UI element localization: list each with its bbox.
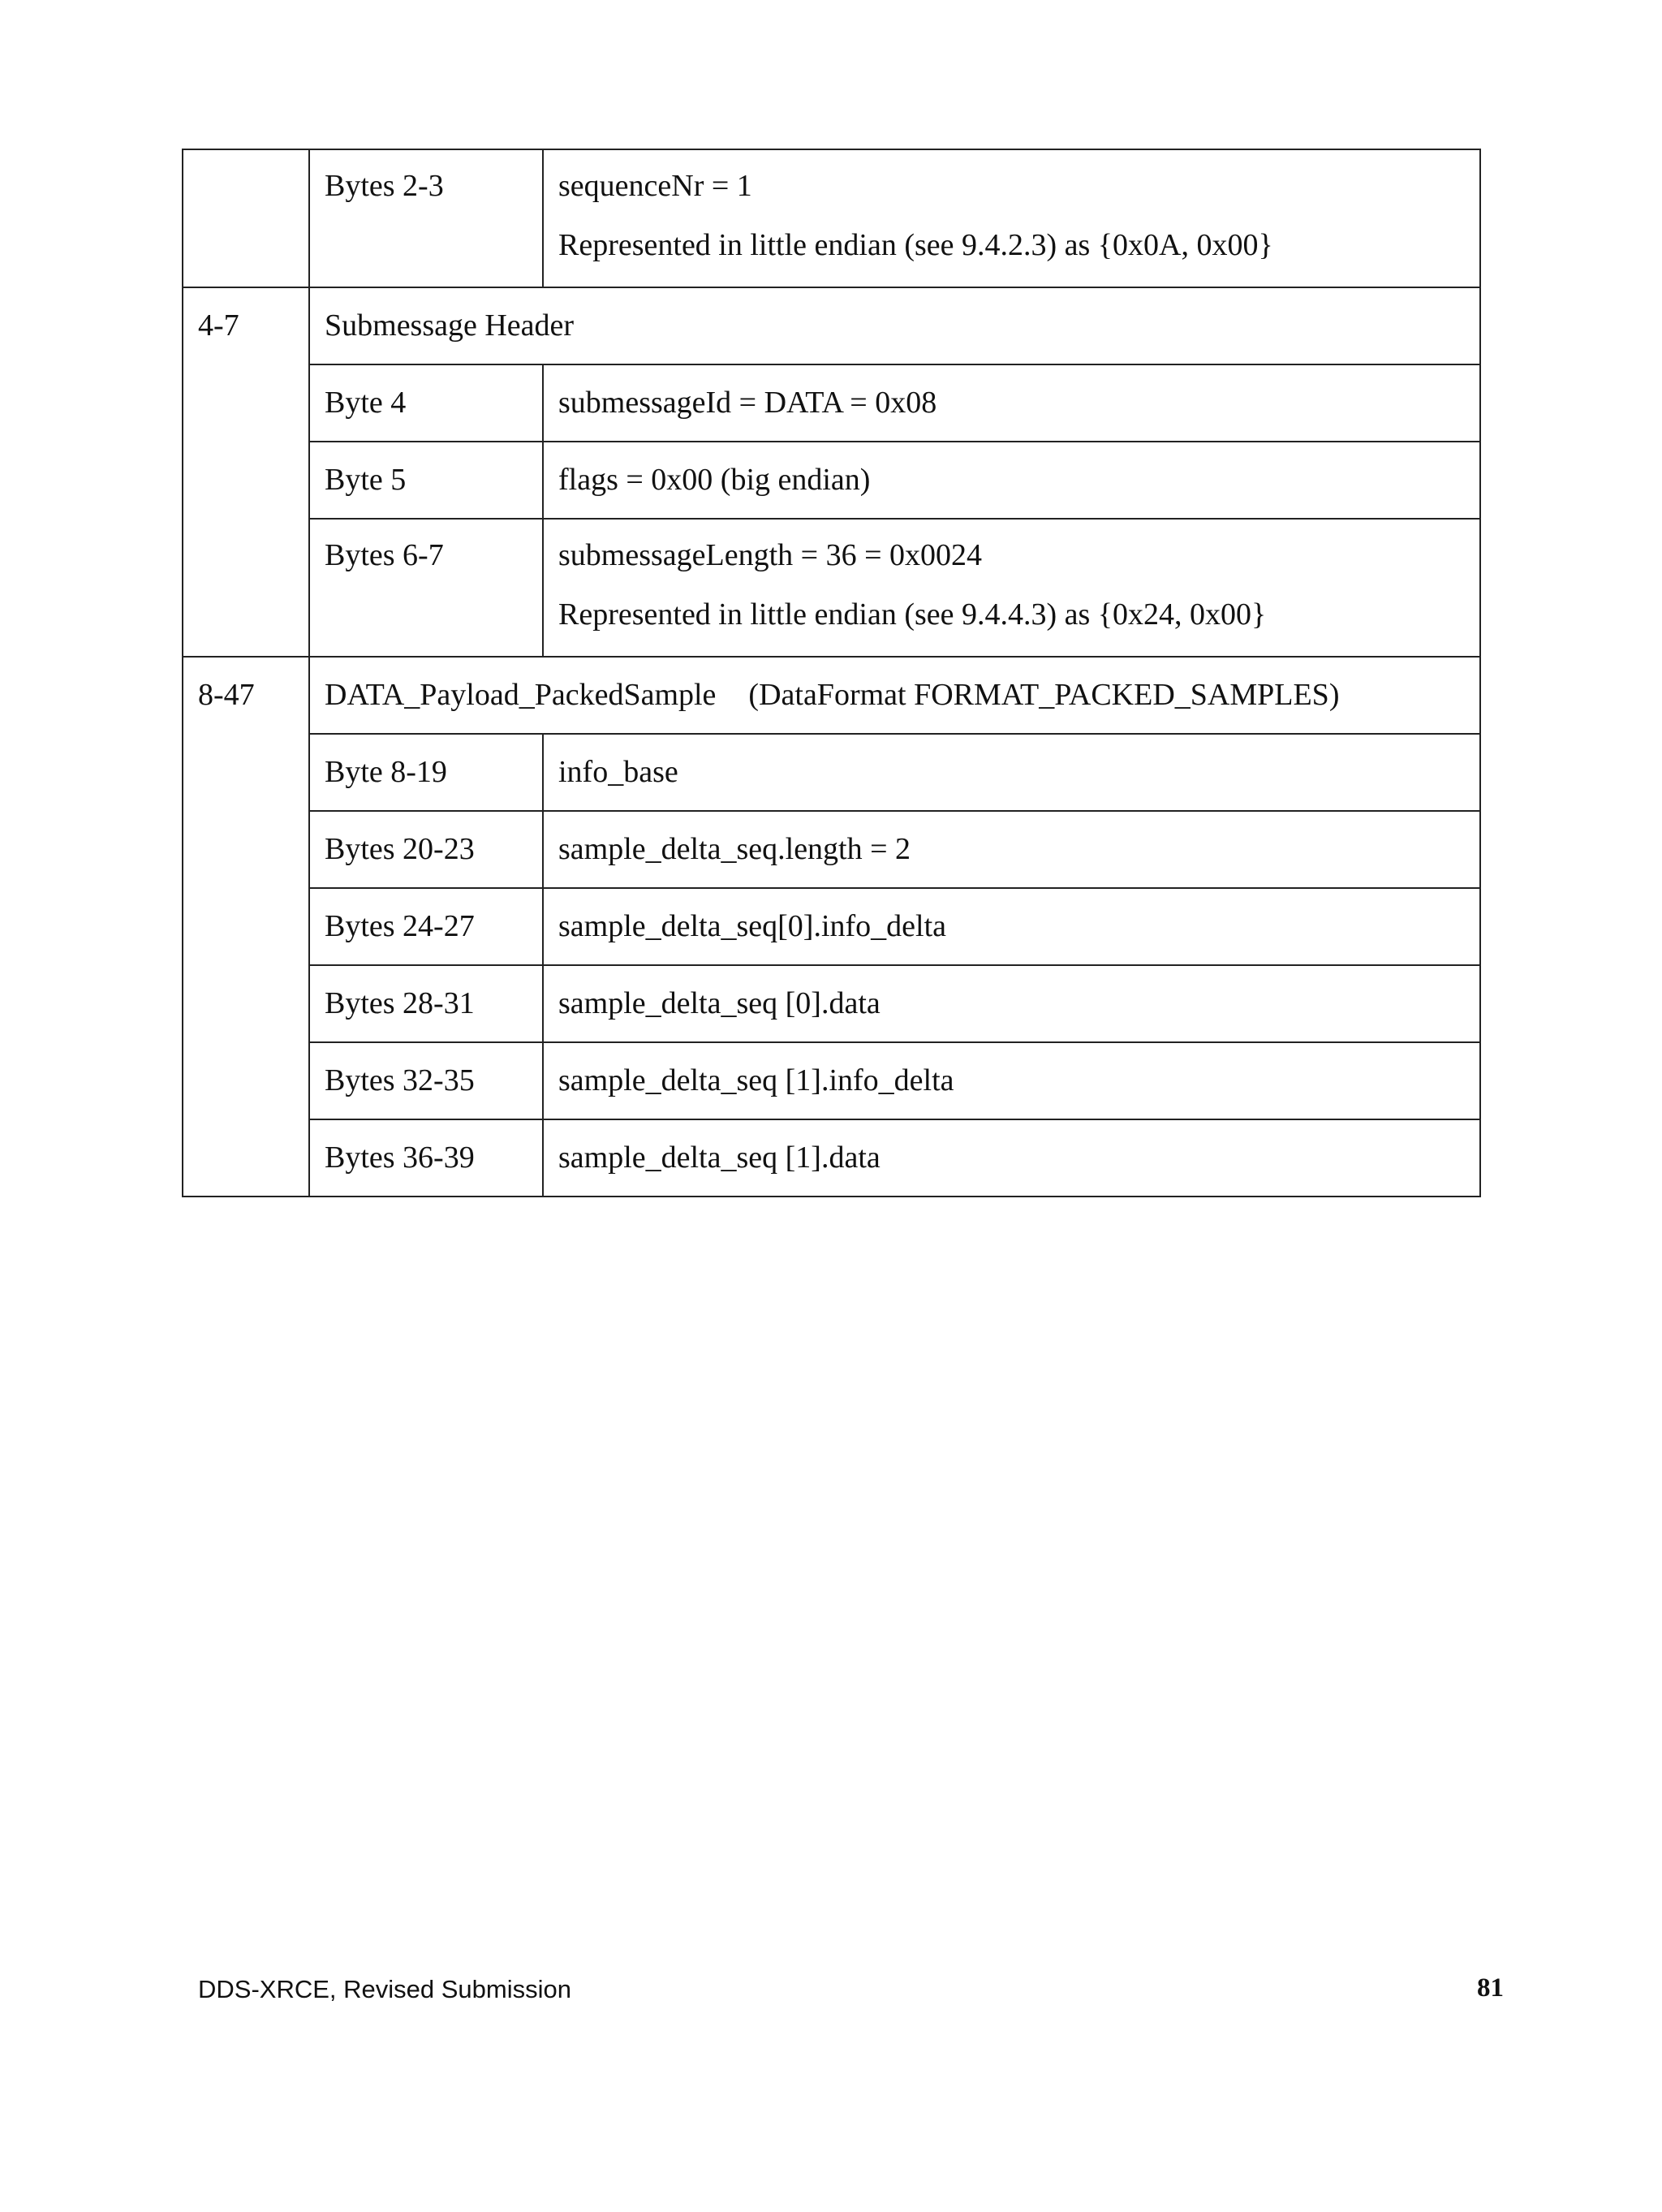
table-row (183, 364, 1480, 442)
group-title-text: DATA_Payload_PackedSample (325, 678, 717, 712)
value-cell (543, 1042, 1480, 1119)
field-label: Bytes 32-35 (325, 1063, 475, 1097)
table-row (183, 734, 1480, 811)
value-line: sequenceNr = 1 (558, 169, 752, 203)
offset-cell (183, 657, 309, 1197)
table-row (183, 149, 1480, 287)
table-row (183, 888, 1480, 965)
field-cell (309, 519, 543, 657)
field-label: Byte 5 (325, 463, 407, 497)
table-row (183, 811, 1480, 888)
offset-cell (183, 149, 309, 287)
value-cell (543, 734, 1480, 811)
footer-page-number: 81 (1477, 1973, 1504, 2003)
field-cell (309, 965, 543, 1042)
value-cell (543, 149, 1480, 287)
value-cell (543, 442, 1480, 519)
field-cell (309, 888, 543, 965)
value-line: submessageId = DATA = 0x08 (558, 386, 937, 420)
group-title-cell (309, 287, 1480, 364)
value-line: sample_delta_seq [0].data (558, 986, 881, 1020)
table-row (183, 442, 1480, 519)
value-line: info_base (558, 755, 678, 789)
value-line: sample_delta_seq.length = 2 (558, 832, 911, 866)
group-title: Submessage Header (325, 308, 575, 343)
value-cell (543, 811, 1480, 888)
value-line: sample_delta_seq [1].info_delta (558, 1063, 954, 1097)
field-cell (309, 1042, 543, 1119)
value-note: Represented in little endian (see 9.4.4.3) as {0x24, 0x00} (558, 597, 1267, 632)
value-line: submessageLength = 36 = 0x0024 (558, 538, 983, 572)
table-row (183, 965, 1480, 1042)
table-group-header (183, 287, 1480, 364)
value-line: sample_delta_seq[0].info_delta (558, 909, 947, 943)
group-title (325, 666, 1465, 725)
table-group-header (183, 657, 1480, 734)
field-label: Bytes 36-39 (325, 1140, 475, 1175)
value-cell (543, 364, 1480, 442)
field-label: Bytes 24-27 (325, 909, 475, 943)
table-row (183, 1042, 1480, 1119)
field-cell (309, 149, 543, 287)
field-label: Bytes 2-3 (325, 169, 444, 203)
value-cell (543, 519, 1480, 657)
field-label: Byte 4 (325, 386, 407, 420)
field-cell (309, 364, 543, 442)
table-row (183, 1119, 1480, 1197)
field-cell (309, 734, 543, 811)
value-line: sample_delta_seq [1].data (558, 1140, 881, 1175)
footer-document-title: DDS-XRCE, Revised Submission (198, 1975, 571, 2003)
value-note: Represented in little endian (see 9.4.2.3) as {0x0A, 0x00} (558, 228, 1273, 262)
value-cell (543, 1119, 1480, 1197)
field-label: Bytes 28-31 (325, 986, 475, 1020)
value-cell (543, 888, 1480, 965)
message-layout-table (182, 149, 1481, 1197)
offset-cell (183, 287, 309, 657)
group-title-note: (DataFormat FORMAT_PACKED_SAMPLES) (748, 678, 1340, 712)
field-label: Byte 8-19 (325, 755, 447, 789)
offset-label: 4-7 (198, 308, 239, 343)
group-title-cell (309, 657, 1480, 734)
offset-label: 8-47 (198, 678, 255, 712)
field-cell (309, 1119, 543, 1197)
field-label: Bytes 6-7 (325, 538, 444, 572)
value-cell (543, 965, 1480, 1042)
field-cell (309, 811, 543, 888)
field-cell (309, 442, 543, 519)
value-line: flags = 0x00 (big endian) (558, 463, 871, 497)
field-label: Bytes 20-23 (325, 832, 475, 866)
table-row (183, 519, 1480, 657)
